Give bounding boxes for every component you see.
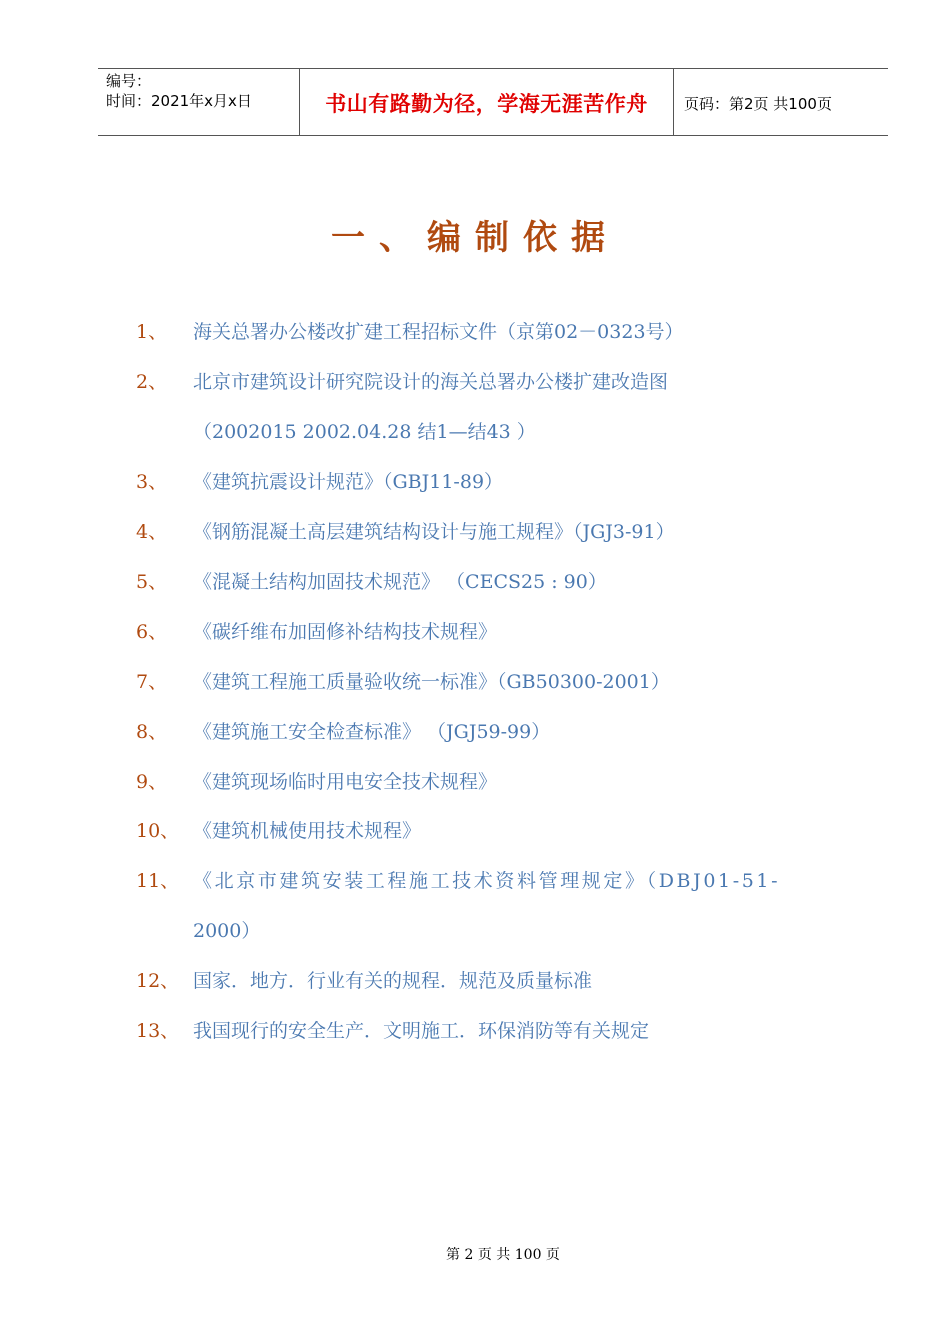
list-item [0, 666, 950, 698]
list-item-number: 3、 [136, 471, 168, 493]
list-item-text: 《建筑抗震设计规范》（GBJ11-89） [193, 471, 504, 493]
header-code-label: 编号： [106, 72, 152, 90]
page-footer: 第 2 页 共 100 页 [446, 1247, 560, 1263]
list-item-text: 海关总署办公楼改扩建工程招标文件（京第02－0323号） [193, 321, 684, 343]
list-item [0, 616, 950, 648]
list-item-text: 《建筑机械使用技术规程》 [193, 820, 422, 842]
list-item-text: 《建筑现场临时用电安全技术规程》 [193, 771, 498, 793]
list-item [0, 566, 950, 598]
header-time: 时间：2021年x月x日 [106, 92, 252, 110]
list-item [0, 316, 950, 348]
list-item-number: 2、 [136, 371, 168, 393]
header-page-number: 页码：第2页 共100页 [684, 94, 832, 113]
list-item-number: 11、 [136, 870, 180, 892]
list-item-number: 12、 [136, 970, 180, 992]
list-item-text: 我国现行的安全生产．文明施工．环保消防等有关规定 [193, 1020, 650, 1042]
list-item-number: 5、 [136, 571, 168, 593]
list-item-number: 1、 [136, 321, 168, 343]
list-item [0, 1015, 950, 1047]
list-item-number: 13、 [136, 1020, 180, 1042]
header-motto: 书山有路勤为径，学海无涯苦作舟 [300, 69, 674, 135]
list-item [0, 516, 950, 548]
list-item-text: 国家．地方．行业有关的规程．规范及质量标准 [193, 970, 593, 992]
list-item-text-continuation: （2002015 2002.04.28 结1—结43 ） [193, 421, 536, 443]
list-item [0, 965, 950, 997]
list-item [0, 716, 950, 748]
list-item-number: 9、 [136, 771, 168, 793]
list-item [0, 815, 950, 847]
list-item-text: 《建筑施工安全检查标准》 （JGJ59-99） [193, 721, 551, 743]
list-item-number: 7、 [136, 671, 168, 693]
list-item [0, 865, 950, 897]
list-item-text: 《混凝土结构加固技术规范》 （CECS25 : 90） [193, 571, 607, 593]
list-item [0, 466, 950, 498]
list-item-text: 北京市建筑设计研究院设计的海关总署办公楼扩建改造图 [193, 371, 669, 393]
list-item [0, 766, 950, 798]
list-item [0, 366, 950, 398]
list-item-text: 《建筑工程施工质量验收统一标准》（GB50300-2001） [193, 671, 670, 693]
list-item-text: 《钢筋混凝土高层建筑结构设计与施工规程》（JGJ3-91） [193, 521, 675, 543]
list-item-number: 6、 [136, 621, 168, 643]
list-item-number: 4、 [136, 521, 168, 543]
list-item-text: 《碳纤维布加固修补结构技术规程》 [193, 621, 498, 643]
list-item-continuation [0, 915, 950, 947]
list-item-text-continuation: 2000） [193, 920, 261, 942]
list-item-number: 8、 [136, 721, 168, 743]
document-title: 一、编制依据 [331, 218, 619, 258]
list-item-number: 10、 [136, 820, 180, 842]
list-item-continuation [0, 416, 950, 448]
list-item-text: 《北京市建筑安装工程施工技术资料管理规定》（DBJ01-51- [193, 870, 781, 892]
